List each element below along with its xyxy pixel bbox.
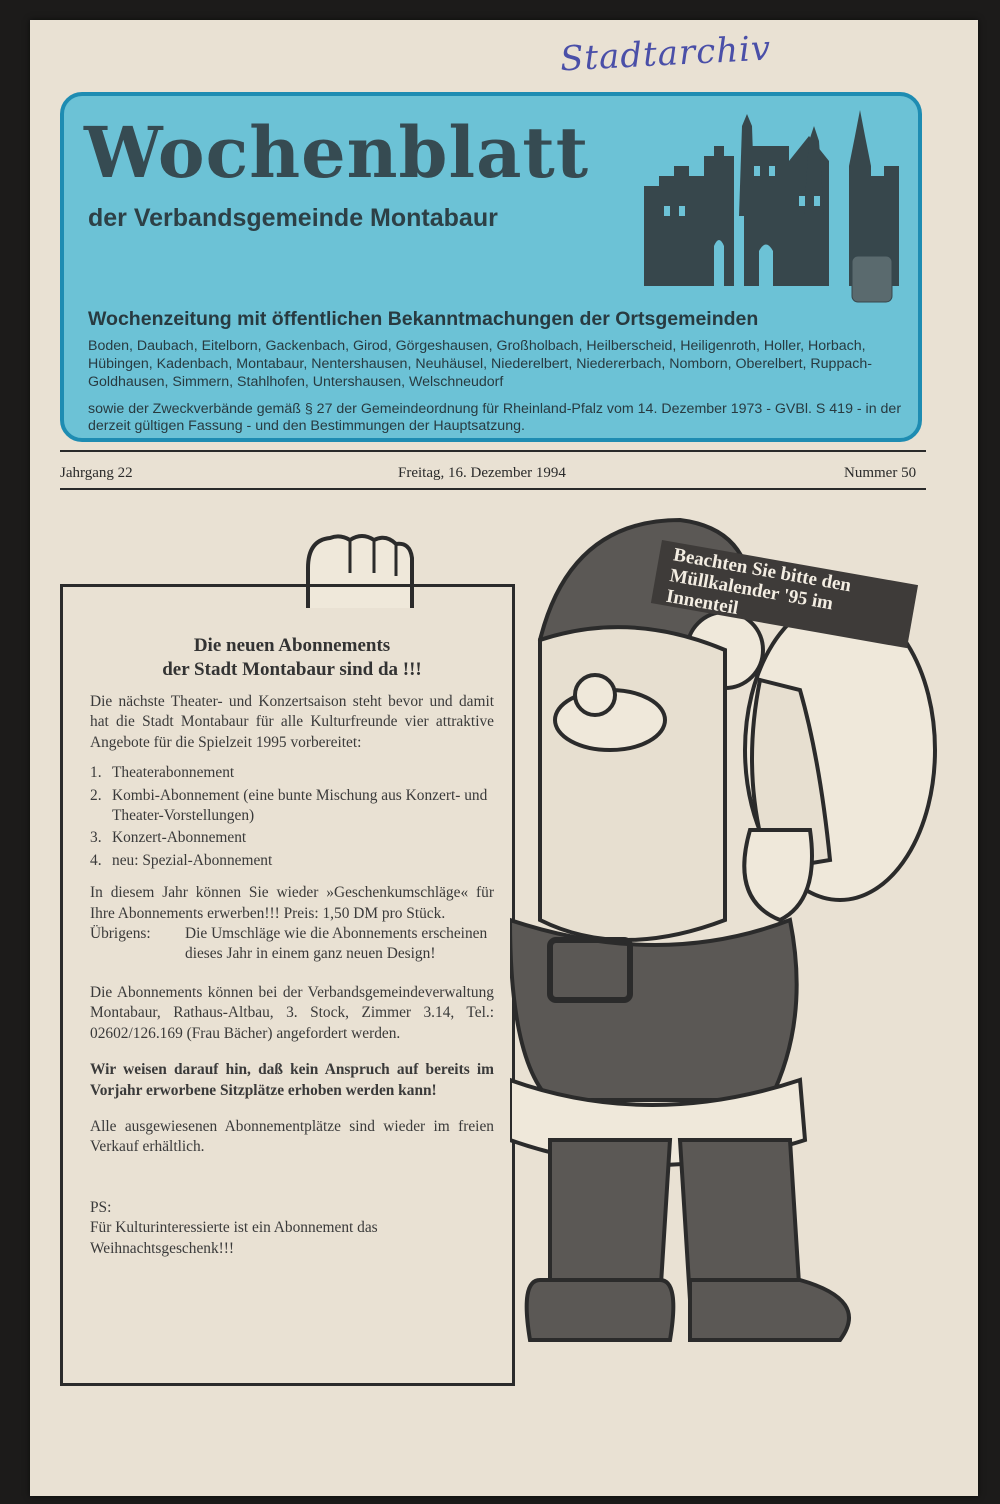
newspaper-tagline: Wochenzeitung mit öffentlichen Bekanntmachungen der Ortsgemeinden [88, 308, 759, 330]
notice-gift: In diesem Jahr können Sie wieder »Geschenkumschläge« für Ihre Abonnements erwerben!!! Preis: 1,50 DM pro Stück. [90, 884, 494, 922]
notice-ps-text: Für Kulturinteressierte ist ein Abonnement das Weihnachtsgeschenk!!! [90, 1219, 378, 1257]
list-text: Kombi-Abonnement (eine bunte Mischung aus Konzert- und Theater-Vorstellungen) [112, 786, 488, 825]
subscription-notice [90, 634, 494, 1259]
notice-title-line-1: Die neuen Abonnements [193, 635, 391, 656]
list-text: Theaterabonnement [112, 764, 235, 782]
banner-text: Beachten Sie bitte den Müllkalender '95 im Innenteil [664, 544, 853, 620]
notice-title [90, 634, 494, 682]
masthead [60, 92, 922, 442]
notice-uebrigens [90, 924, 494, 965]
list-item [90, 828, 494, 848]
list-item [90, 763, 494, 783]
header-rule-bottom [60, 488, 926, 490]
notice-ps-label: PS: [90, 1198, 112, 1216]
legal-notice: sowie der Zweckverbände gemäß § 27 der Gemeindeordnung für Rheinland-Pfalz vom 14. Dezember 1973 - GVBl. S 419 - in der derzeit gültigen Fassung - und den Bestimmungen der Hauptsatzung. [88, 401, 902, 434]
uebrigens-text: Die Umschläge wie die Abonnements erscheinen dieses Jahr in einem ganz neuen Design! [185, 925, 488, 963]
list-number: 1. [90, 764, 102, 782]
notice-title-line-2: der Stadt Montabaur sind da !!! [162, 659, 422, 680]
newspaper-subtitle: der Verbandsgemeinde Montabaur [88, 204, 498, 232]
list-item [90, 786, 494, 827]
issue-volume: Jahrgang 22 [60, 465, 133, 481]
issue-number: Nummer 50 [844, 465, 917, 481]
notice-intro: Die nächste Theater- und Konzertsaison steht bevor und damit hat die Stadt Montabaur für alle Kulturfreunde vier attraktive Angebote für die Spielzeit 1995 vorbereitet: [90, 693, 494, 751]
list-number: 4. [90, 851, 102, 869]
archive-stamp: Stadtarchiv [559, 28, 773, 80]
header-rule-top [60, 450, 926, 452]
newspaper-title: Wochenblatt [84, 111, 590, 194]
list-text: Konzert-Abonnement [112, 829, 247, 847]
town-skyline-icon [644, 106, 909, 306]
notice-warning: Wir weisen darauf hin, daß kein Anspruch auf bereits im Vorjahr erworbene Sitzplätze erhoben werden kann! [90, 1061, 494, 1099]
municipality-list: Boden, Daubach, Eitelborn, Gackenbach, Girod, Görgeshausen, Großholbach, Heilberscheid, Heiligenroth, Holler, Horbach, Hübingen, Kadenbach, Montabaur, Nentershausen, Neuhäusel, Niederelbert, Niedererbach, Nomborn, Oberelbert, Ruppach-Goldhausen, Simmern, Stahlhofen, Untershausen, Welschneudorf [88, 338, 872, 390]
subscription-list [90, 763, 494, 871]
list-text: neu: Spezial-Abonnement [112, 851, 273, 869]
notice-sale: Alle ausgewiesenen Abonnementplätze sind wieder im freien Verkauf erhältlich. [90, 1117, 494, 1156]
issue-date: Freitag, 16. Dezember 1994 [398, 465, 566, 481]
list-number: 2. [90, 786, 102, 804]
notice-order: Die Abonnements können bei der Verbandsgemeindeverwaltung Montabaur, Rathaus-Altbau, 3. Stock, Zimmer 3.14, Tel.: 02602/126.169 (Frau Bächer) angefordert werden. [90, 983, 494, 1042]
uebrigens-label: Übrigens: [90, 925, 151, 943]
list-number: 3. [90, 829, 102, 847]
list-item [90, 851, 494, 871]
